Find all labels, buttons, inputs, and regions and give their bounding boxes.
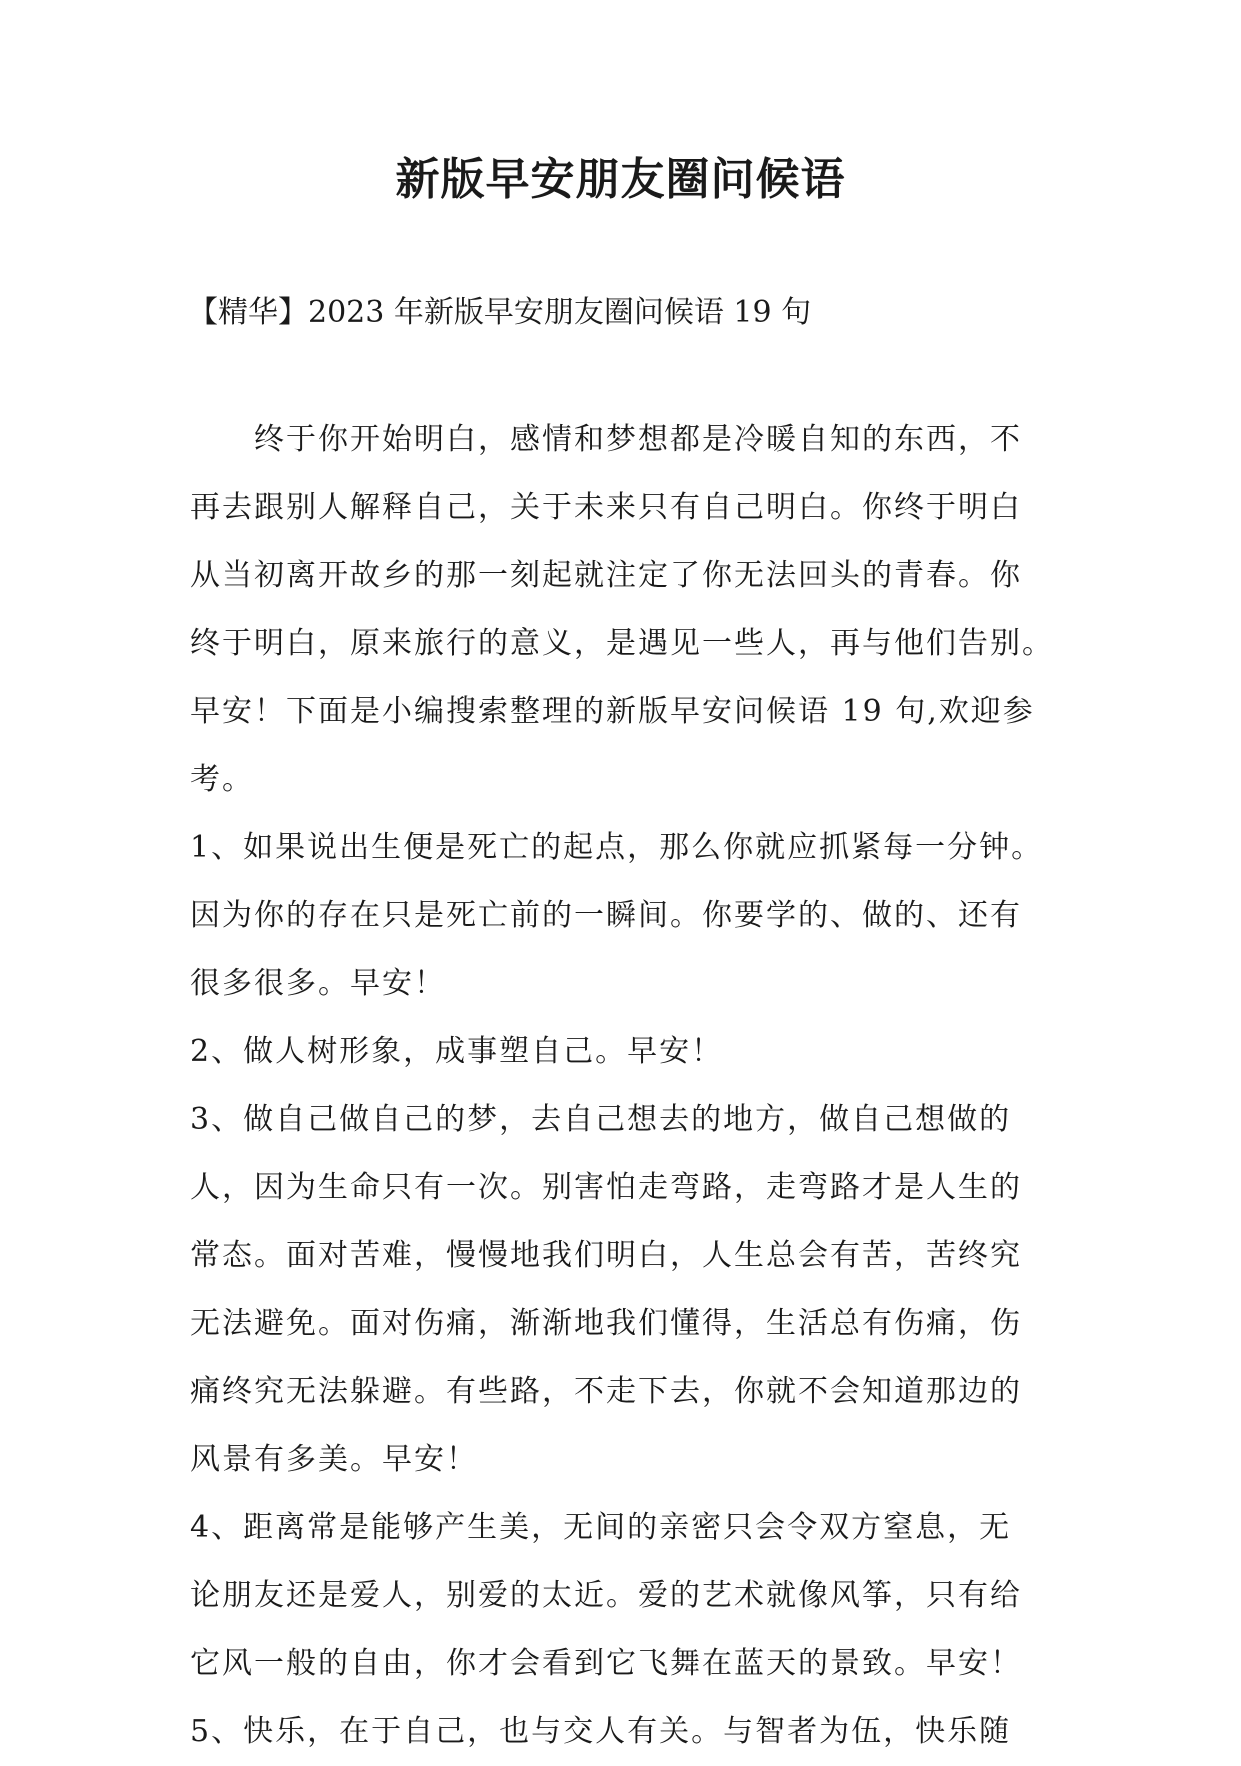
text-line: 5、快乐，在于自己，也与交人有关。与智者为伍，快乐随 [190,1714,1012,1749]
text-line: 从当初离开故乡的那一刻起就注定了你无法回头的青春。你 [190,558,1022,593]
text-line: 早安！下面是小编搜索整理的新版早安问候语 19 句,欢迎参 [190,694,1035,729]
text-line: 风景有多美。早安！ [190,1442,478,1477]
text-line: 1、如果说出生便是死亡的起点，那么你就应抓紧每一分钟。 [190,830,1044,865]
document-subtitle: 【精华】2023 年新版早安朋友圈问候语 19 句 [188,295,812,330]
text-line: 终于明白，原来旅行的意义，是遇见一些人，再与他们告别。 [190,626,1054,661]
text-line: 很多很多。早安！ [190,966,446,1001]
text-line: 人，因为生命只有一次。别害怕走弯路，走弯路才是人生的 [190,1170,1022,1205]
text-line: 3、做自己做自己的梦，去自己想去的地方，做自己想做的 [190,1102,1012,1137]
text-line: 考。 [190,762,254,797]
text-line: 4、距离常是能够产生美，无间的亲密只会令双方窒息，无 [190,1510,1012,1545]
text-line: 它风一般的自由，你才会看到它飞舞在蓝天的景致。早安！ [190,1646,1022,1681]
text-line: 无法避免。面对伤痛，渐渐地我们懂得，生活总有伤痛，伤 [190,1306,1022,1341]
text-line: 痛终究无法躲避。有些路，不走下去，你就不会知道那边的 [190,1374,1022,1409]
text-line: 论朋友还是爱人，别爱的太近。爱的艺术就像风筝，只有给 [190,1578,1022,1613]
text-line: 终于你开始明白，感情和梦想都是冷暖自知的东西，不 [190,422,1022,457]
page-title: 新版早安朋友圈问候语 [395,154,846,205]
text-line: 再去跟别人解释自己，关于未来只有自己明白。你终于明白 [190,490,1022,525]
text-line: 2、做人树形象，成事塑自己。早安！ [190,1034,724,1069]
text-line: 因为你的存在只是死亡前的一瞬间。你要学的、做的、还有 [190,898,1022,933]
document-body [190,406,1060,1766]
text-line: 常态。面对苦难，慢慢地我们明白，人生总会有苦，苦终究 [190,1238,1022,1273]
